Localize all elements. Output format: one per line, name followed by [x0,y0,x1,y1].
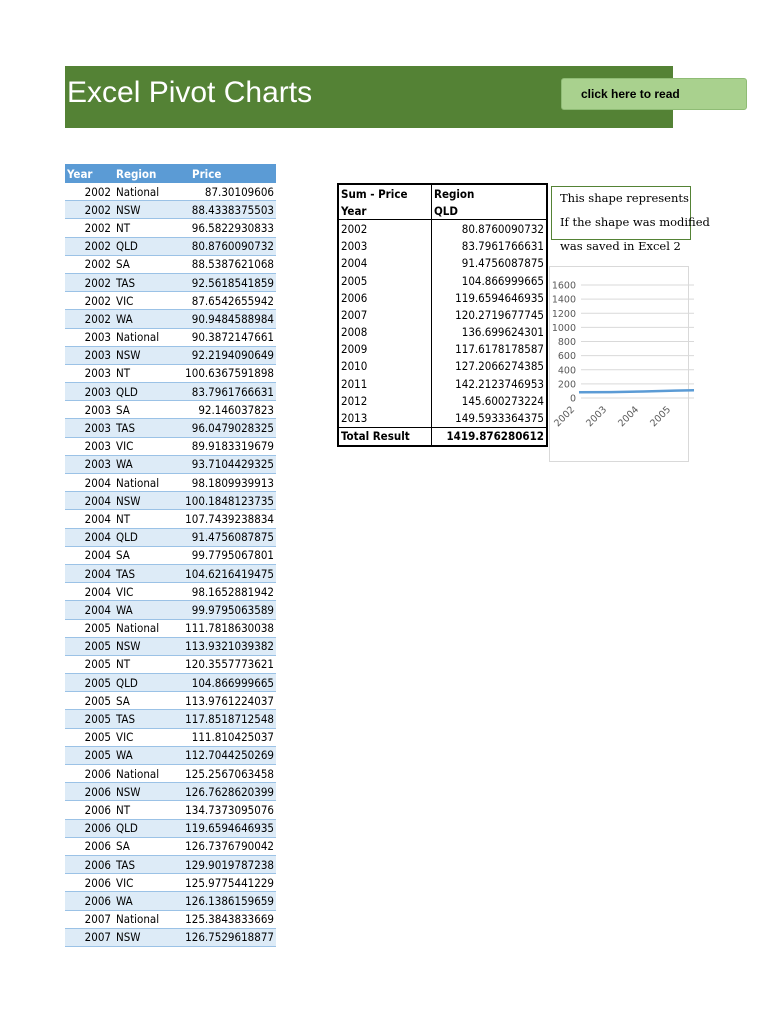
price-cell[interactable]: 98.1652881942 [178,583,276,601]
pivot-year-cell[interactable]: 2005 [338,272,432,289]
y-tick-label: 600 [557,351,576,363]
year-cell[interactable]: 2005 [65,728,114,746]
region-cell[interactable]: SA [114,837,178,855]
pivot-value-cell[interactable]: 80.8760090732 [461,221,544,236]
pivot-value-cell[interactable]: 117.6178178587 [455,342,544,357]
table-row [65,401,276,419]
year-cell[interactable]: 2003 [65,401,114,419]
region-cell[interactable]: NT [114,364,178,382]
source-data-table [65,164,276,947]
table-row [65,310,276,328]
pivot-row [338,220,547,238]
column-header-region[interactable]: Region [114,164,178,183]
y-tick-label: 200 [557,379,576,391]
year-cell[interactable]: 2002 [65,255,114,273]
price-cell[interactable]: 104.6216419475 [178,564,276,582]
pivot-total-value[interactable]: 1419.876280612 [432,427,548,446]
year-cell[interactable]: 2003 [65,383,114,401]
year-cell[interactable]: 2004 [65,546,114,564]
region-cell[interactable]: National [114,328,178,346]
pivot-table-body [338,184,547,446]
table-row [65,328,276,346]
region-cell[interactable]: NT [114,510,178,528]
pivot-year-cell[interactable]: 2007 [338,306,432,323]
region-cell[interactable]: VIC [114,728,178,746]
pivot-table [337,183,548,447]
year-cell[interactable]: 2002 [65,292,114,310]
region-cell[interactable]: National [114,619,178,637]
year-cell[interactable]: 2007 [65,928,114,946]
table-row [65,746,276,764]
pivot-subheader-row [338,202,547,220]
price-cell[interactable]: 113.9761224037 [178,692,276,710]
region-cell[interactable]: WA [114,601,178,619]
year-cell[interactable]: 2003 [65,419,114,437]
pivot-row [338,306,547,323]
pivot-column-value[interactable]: QLD [432,202,548,220]
year-cell[interactable]: 2005 [65,637,114,655]
year-cell[interactable]: 2002 [65,273,114,291]
pivot-row [338,238,547,255]
year-cell[interactable]: 2005 [65,655,114,673]
year-cell[interactable]: 2005 [65,746,114,764]
table-row [65,546,276,564]
price-cell[interactable]: 117.8518712548 [178,710,276,728]
pivot-value-cell[interactable]: 120.2719677745 [455,307,544,322]
pivot-row [338,358,547,375]
x-tick-label: 2003 [584,404,610,430]
price-cell[interactable]: 100.6367591898 [178,364,276,382]
pivot-header-row [338,184,547,202]
pivot-row [338,392,547,409]
price-cell[interactable]: 89.9183319679 [178,437,276,455]
note-line-1: This shape represents [560,191,689,205]
y-tick-label: 1600 [551,280,576,292]
year-cell[interactable]: 2002 [65,310,114,328]
region-cell[interactable]: SA [114,255,178,273]
year-cell[interactable]: 2003 [65,328,114,346]
table-row [65,219,276,237]
table-row [65,528,276,546]
pivot-row [338,409,547,427]
region-cell[interactable]: NSW [114,201,178,219]
table-row [65,273,276,291]
price-cell[interactable]: 100.1848123735 [178,492,276,510]
price-cell[interactable]: 129.9019787238 [178,855,276,873]
region-cell[interactable]: National [114,474,178,492]
region-cell[interactable]: QLD [114,819,178,837]
price-cell[interactable]: 99.9795063589 [178,601,276,619]
y-tick-label: 400 [557,365,576,377]
price-cell[interactable]: 112.7044250269 [178,746,276,764]
y-tick-label: 1400 [551,294,576,306]
region-cell[interactable]: National [114,765,178,783]
pivot-year-cell[interactable]: 2008 [338,324,432,341]
table-row [65,819,276,837]
series-line [579,390,694,392]
table-row [65,292,276,310]
region-cell[interactable]: VIC [114,292,178,310]
price-cell[interactable]: 88.5387621068 [178,255,276,273]
pivot-row [338,341,547,358]
table-row [65,837,276,855]
y-tick-label: 800 [557,337,576,348]
price-cell[interactable]: 104.866999665 [178,674,276,692]
pivot-value-cell[interactable]: 119.6594646935 [455,290,544,305]
region-cell[interactable]: National [114,183,178,201]
note-line-2: If the shape was modified [560,215,710,229]
year-cell[interactable]: 2002 [65,201,114,219]
pivot-row [338,324,547,341]
table-row [65,637,276,655]
pivot-value-cell[interactable]: 142.2123746953 [455,376,544,391]
table-row [65,783,276,801]
region-cell[interactable]: NT [114,801,178,819]
price-cell[interactable]: 126.7628620399 [178,783,276,801]
price-cell[interactable]: 98.1809939913 [178,474,276,492]
region-cell[interactable]: QLD [114,528,178,546]
table-row [65,892,276,910]
region-cell[interactable]: SA [114,692,178,710]
year-cell[interactable]: 2006 [65,801,114,819]
table-row [65,474,276,492]
table-row [65,801,276,819]
price-cell[interactable]: 125.9775441229 [178,874,276,892]
table-row [65,728,276,746]
region-cell[interactable]: WA [114,746,178,764]
region-cell[interactable]: VIC [114,874,178,892]
y-tick-label: 1000 [551,322,576,334]
note-line-3: was saved in Excel 2 [560,239,681,253]
pivot-year-cell[interactable]: 2009 [338,341,432,358]
pivot-year-cell[interactable]: 2006 [338,289,432,306]
pivot-year-cell[interactable]: 2013 [338,409,432,427]
price-cell[interactable]: 113.9321039382 [178,637,276,655]
price-cell[interactable]: 92.2194090649 [178,346,276,364]
pivot-year-cell[interactable]: 2003 [338,238,432,255]
pivot-year-cell[interactable]: 2002 [338,220,432,238]
region-cell[interactable]: NSW [114,783,178,801]
table-row [65,201,276,219]
region-cell[interactable]: NSW [114,492,178,510]
region-cell[interactable]: SA [114,546,178,564]
price-cell[interactable]: 126.7529618877 [178,928,276,946]
year-cell[interactable]: 2005 [65,674,114,692]
price-cell[interactable]: 90.9484588984 [178,310,276,328]
pivot-year-cell[interactable]: 2004 [338,255,432,272]
region-cell[interactable]: NSW [114,346,178,364]
pivot-value-cell[interactable]: 149.5933364375 [455,411,544,426]
column-header-price[interactable]: Price [178,164,276,183]
table-row [65,419,276,437]
pivot-year-cell[interactable]: 2012 [338,392,432,409]
source-header-row [65,164,276,183]
pivot-value-cell[interactable]: 91.4756087875 [461,256,544,271]
price-cell[interactable]: 111.7818630038 [178,619,276,637]
region-cell[interactable]: WA [114,310,178,328]
region-cell[interactable]: QLD [114,237,178,255]
price-cell[interactable]: 91.4756087875 [178,528,276,546]
price-cell[interactable]: 87.30109606 [178,183,276,201]
price-cell[interactable]: 134.7373095076 [178,801,276,819]
pivot-row [338,375,547,392]
pivot-year-cell[interactable]: 2010 [338,358,432,375]
price-cell[interactable]: 126.1386159659 [178,892,276,910]
price-cell[interactable]: 93.7104429325 [178,455,276,473]
compatibility-note-shape[interactable] [551,186,710,253]
year-cell[interactable]: 2006 [65,819,114,837]
y-tick-label: 0 [569,393,576,405]
pivot-value-cell[interactable]: 104.866999665 [461,273,544,288]
year-cell[interactable]: 2003 [65,437,114,455]
table-row [65,255,276,273]
table-row [65,492,276,510]
year-cell[interactable]: 2004 [65,492,114,510]
region-cell[interactable]: TAS [114,419,178,437]
pivot-chart[interactable] [549,266,689,462]
year-cell[interactable]: 2003 [65,455,114,473]
pivot-value-cell[interactable]: 83.7961766631 [461,239,544,254]
price-cell[interactable]: 92.146037823 [178,401,276,419]
table-row [65,364,276,382]
table-row [65,183,276,201]
year-cell[interactable]: 2004 [65,583,114,601]
price-cell[interactable]: 125.2567063458 [178,765,276,783]
region-cell[interactable]: NSW [114,637,178,655]
pivot-value-cell[interactable]: 127.2066274385 [455,359,544,374]
y-tick-label: 1200 [551,308,576,320]
year-cell[interactable]: 2004 [65,564,114,582]
region-cell[interactable]: WA [114,455,178,473]
price-cell[interactable]: 120.3557773621 [178,655,276,673]
table-row [65,437,276,455]
table-row [65,874,276,892]
region-cell[interactable]: VIC [114,583,178,601]
region-cell[interactable]: WA [114,892,178,910]
price-cell[interactable]: 99.7795067801 [178,546,276,564]
table-row [65,655,276,673]
page-title: Excel Pivot Charts [67,76,313,109]
table-row [65,692,276,710]
price-cell[interactable]: 88.4338375503 [178,201,276,219]
source-table-body [65,183,276,946]
pivot-corner-label[interactable]: Sum - Price [338,184,432,202]
table-row [65,510,276,528]
price-cell[interactable]: 126.7376790042 [178,837,276,855]
table-row [65,619,276,637]
year-cell[interactable]: 2006 [65,855,114,873]
pivot-year-cell[interactable]: 2011 [338,375,432,392]
pivot-value-cell[interactable]: 136.699624301 [461,325,544,340]
price-cell[interactable]: 92.5618541859 [178,273,276,291]
year-cell[interactable]: 2005 [65,710,114,728]
price-cell[interactable]: 111.810425037 [178,728,276,746]
pivot-column-field[interactable]: Region [434,186,475,201]
region-cell[interactable]: VIC [114,437,178,455]
table-row [65,855,276,873]
price-cell[interactable]: 125.3843833669 [178,910,276,928]
region-cell[interactable]: National [114,910,178,928]
year-cell[interactable]: 2005 [65,619,114,637]
table-row [65,237,276,255]
year-cell[interactable]: 2002 [65,183,114,201]
price-cell[interactable]: 107.7439238834 [178,510,276,528]
x-tick-label: 2004 [616,404,642,430]
year-cell[interactable]: 2002 [65,219,114,237]
table-row [65,583,276,601]
year-cell[interactable]: 2005 [65,692,114,710]
table-row [65,346,276,364]
table-row [65,455,276,473]
year-cell[interactable]: 2002 [65,237,114,255]
region-cell[interactable]: NT [114,219,178,237]
read-more-button[interactable]: click here to read [561,78,747,110]
region-cell[interactable]: TAS [114,273,178,291]
year-cell[interactable]: 2003 [65,346,114,364]
table-row [65,601,276,619]
region-cell[interactable]: TAS [114,564,178,582]
region-cell[interactable]: NSW [114,928,178,946]
pivot-row [338,289,547,306]
price-cell[interactable]: 87.6542655942 [178,292,276,310]
price-cell[interactable]: 83.7961766631 [178,383,276,401]
table-row [65,710,276,728]
price-cell[interactable]: 96.5822930833 [178,219,276,237]
year-cell[interactable]: 2006 [65,874,114,892]
pivot-total-label[interactable]: Total Result [338,427,432,446]
price-cell[interactable]: 90.3872147661 [178,328,276,346]
table-row [65,928,276,946]
year-cell[interactable]: 2004 [65,474,114,492]
year-cell[interactable]: 2006 [65,837,114,855]
year-cell[interactable]: 2006 [65,765,114,783]
region-cell[interactable]: QLD [114,674,178,692]
price-cell[interactable]: 80.8760090732 [178,237,276,255]
pivot-total-row [338,427,547,446]
table-row [65,564,276,582]
region-cell[interactable]: TAS [114,710,178,728]
year-cell[interactable]: 2003 [65,364,114,382]
region-cell[interactable]: QLD [114,383,178,401]
year-cell[interactable]: 2006 [65,892,114,910]
year-cell[interactable]: 2004 [65,510,114,528]
region-cell[interactable]: NT [114,655,178,673]
table-row [65,765,276,783]
pivot-row [338,255,547,272]
x-tick-label: 2005 [648,404,674,430]
year-cell[interactable]: 2004 [65,601,114,619]
column-header-year[interactable]: Year [65,164,114,183]
region-cell[interactable]: SA [114,401,178,419]
year-cell[interactable]: 2007 [65,910,114,928]
table-row [65,910,276,928]
year-cell[interactable]: 2006 [65,783,114,801]
price-cell[interactable]: 96.0479028325 [178,419,276,437]
price-cell[interactable]: 119.6594646935 [178,819,276,837]
x-tick-label: 2002 [552,404,578,430]
table-row [65,674,276,692]
table-row [65,383,276,401]
pivot-row [338,272,547,289]
year-cell[interactable]: 2004 [65,528,114,546]
region-cell[interactable]: TAS [114,855,178,873]
pivot-value-cell[interactable]: 145.600273224 [461,393,544,408]
pivot-row-field[interactable]: Year [338,202,432,220]
